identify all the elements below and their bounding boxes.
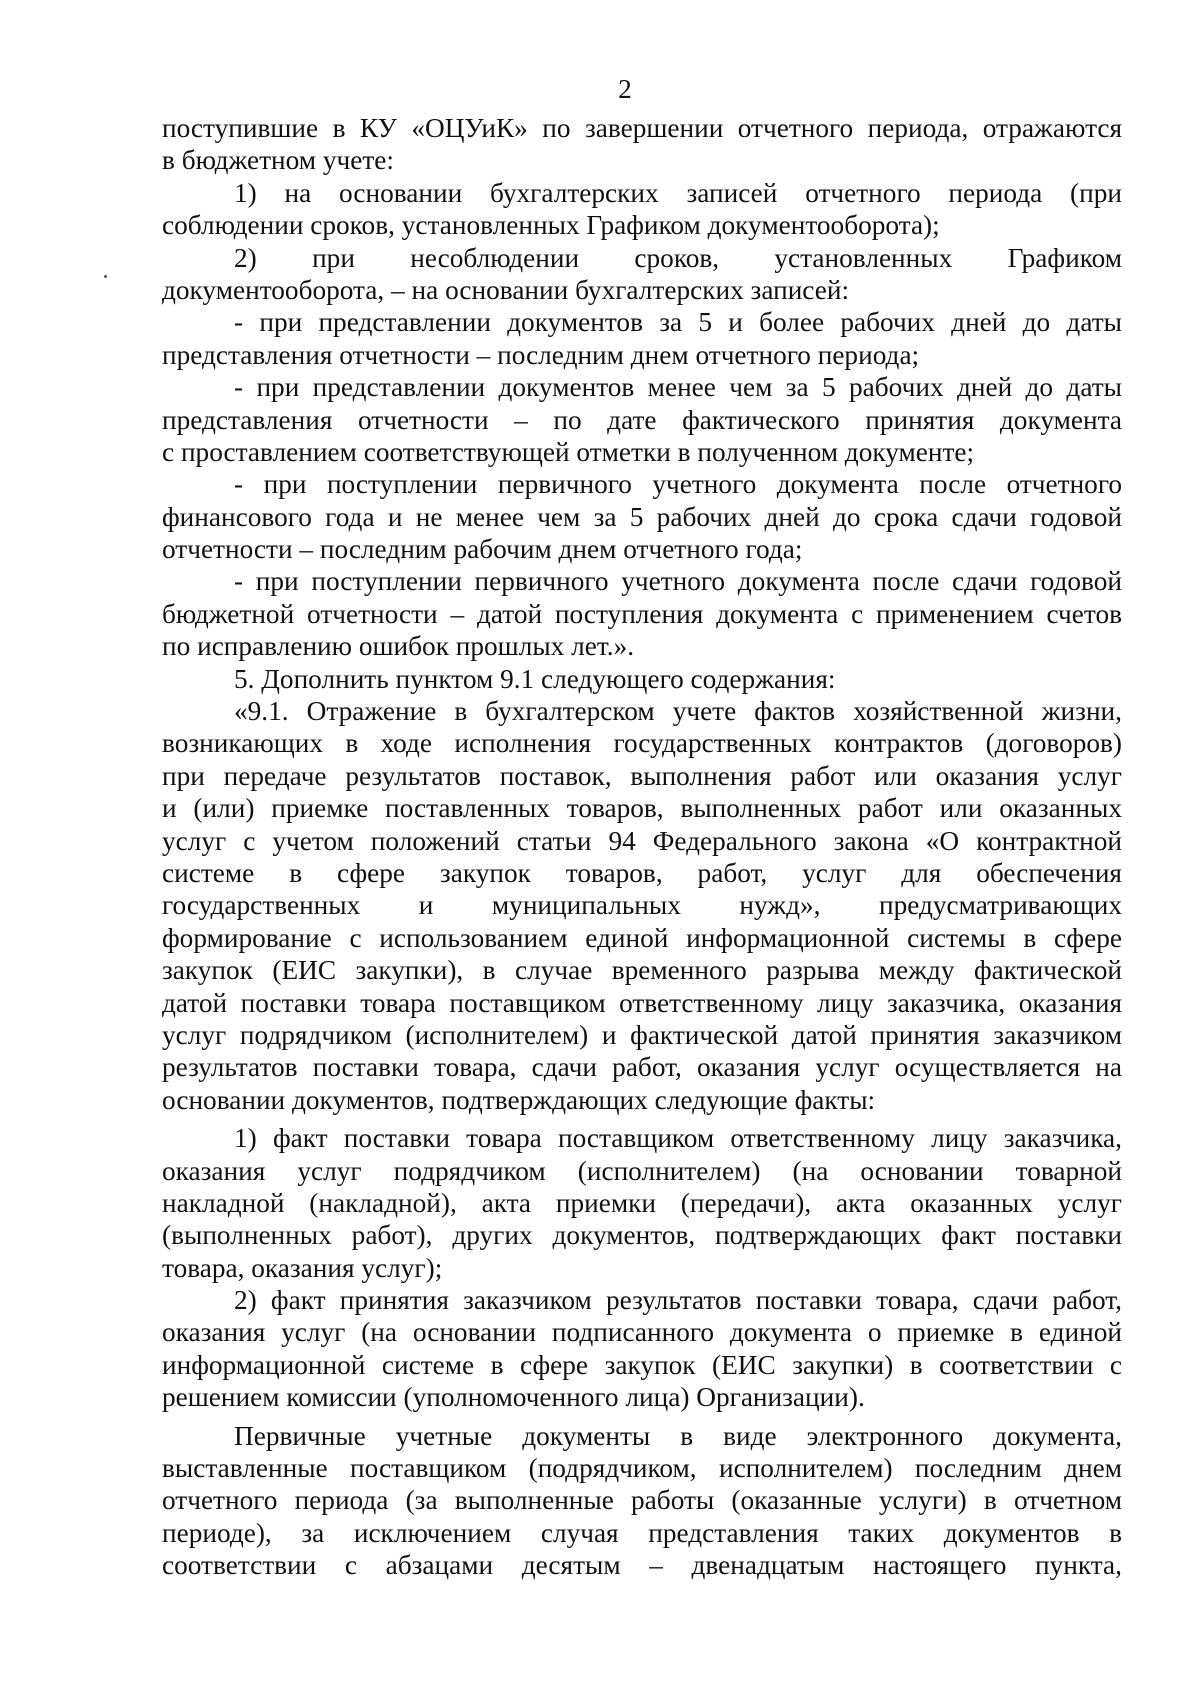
text-line: системе в сфере закупок товаров, работ, услуг для обеспечения (162, 857, 1122, 888)
text-line: закупок (ЕИС закупки), в случае временного разрыва между фактической (162, 955, 1122, 986)
text-line: поступившие в КУ «ОЦУиК» по завершении отчетного периода, отражаются (162, 113, 1122, 143)
paragraph-dash-1 (162, 306, 1122, 371)
page-number: 2 (618, 74, 632, 104)
scan-speck (104, 275, 107, 278)
text-line: Первичные учетные документы в виде электронного документа, (234, 1420, 1122, 1451)
text-line: бюджетной отчетности – датой поступления документа с применением счетов (162, 598, 1122, 629)
text-line: соблюдении сроков, установленных Графиком документооборота); (162, 210, 940, 241)
text-line: - при представлении документов менее чем за 5 рабочих дней до даты (234, 372, 1122, 403)
text-line: накладной (накладной), акта приемки (передачи), акта оказанных услуг (162, 1187, 1122, 1218)
text-line: выставленные поставщиком (подрядчиком, исполнителем) последним днем (162, 1453, 1122, 1484)
text-line: представления отчетности – по дате фактического принятия документа (162, 404, 1122, 435)
text-line: 2) при несоблюдении сроков, установленных Графиком (234, 242, 1122, 273)
text-line: оказания услуг (на основании подписанного документа о приемке в единой (162, 1317, 1122, 1348)
text-line: возникающих в ходе исполнения государственных контрактов (договоров) (162, 728, 1122, 759)
text-line: при передаче результатов поставок, выполнения работ или оказания услуг (162, 760, 1122, 791)
paragraph-dash-3 (162, 468, 1122, 565)
text-line: основании документов, подтверждающих следующие факты: (162, 1084, 876, 1115)
text-line: - при поступлении первичного учетного документа после сдачи годовой (234, 566, 1122, 597)
text-line: 2) факт принятия заказчиком результатов поставки товара, сдачи работ, (234, 1285, 1122, 1316)
text-line: и (или) приемке поставленных товаров, выполненных работ или оказанных (162, 793, 1122, 824)
text-line: товара, оказания услуг); (162, 1252, 443, 1283)
text-line: отчетности – последним рабочим днем отчетного года; (162, 534, 803, 565)
paragraph-dash-2 (162, 371, 1122, 468)
text-line: - при поступлении первичного учетного документа после отчетного (234, 469, 1122, 500)
text-line: 5. Дополнить пунктом 9.1 следующего содержания: (234, 663, 836, 694)
paragraph-primary-documents (162, 1420, 1122, 1582)
text-line: решением комиссии (уполномоченного лица) Организации). (162, 1382, 865, 1413)
text-line: услуг с учетом положений статьи 94 Федерального закона «О контрактной (162, 825, 1122, 856)
text-line: документооборота, – на основании бухгалтерских записей: (162, 274, 850, 305)
text-line: по исправлению ошибок прошлых лет.». (162, 631, 635, 662)
paragraph-clause-9-1 (162, 695, 1122, 1116)
paragraph-continuation (162, 112, 1122, 177)
text-line: 1) на основании бухгалтерских записей отчетного периода (при (234, 177, 1122, 208)
text-line: в бюджетном учете: (162, 145, 394, 176)
text-line: - при представлении документов за 5 и более рабочих дней до даты (234, 307, 1122, 338)
paragraph-fact-2 (162, 1284, 1122, 1414)
text-line: с проставлением соответствующей отметки в полученном документе; (162, 436, 975, 467)
paragraph-fact-1 (162, 1122, 1122, 1284)
text-line: отчетного периода (за выполненные работы (оказанные услуги) в отчетном (162, 1485, 1122, 1516)
text-line: представления отчетности – последним днем отчетного периода; (162, 339, 920, 370)
text-line: оказания услуг подрядчиком (исполнителем) (на основании товарной (162, 1155, 1122, 1186)
paragraph-amendment-5 (162, 663, 1122, 695)
text-line: датой поставки товара поставщиком ответственному лицу заказчика, оказания (162, 987, 1122, 1018)
text-line: «9.1. Отражение в бухгалтерском учете фактов хозяйственной жизни, (234, 696, 1122, 727)
text-line: периоде), за исключением случая представления таких документов в (162, 1517, 1122, 1548)
text-line: 1) факт поставки товара поставщиком ответственному лицу заказчика, (234, 1123, 1122, 1154)
paragraph-dash-4 (162, 565, 1122, 662)
text-line: государственных и муниципальных нужд», предусматривающих (162, 890, 1122, 921)
text-line: соответствии с абзацами десятым – двенадцатым настоящего пункта, (162, 1550, 1122, 1581)
document-body (162, 112, 1122, 1582)
paragraph-item-1 (162, 177, 1122, 242)
text-line: финансового года и не менее чем за 5 рабочих дней до срока сдачи годовой (162, 501, 1122, 532)
text-line: результатов поставки товара, сдачи работ, оказания услуг осуществляется на (162, 1052, 1122, 1083)
text-line: информационной системе в сфере закупок (ЕИС закупки) в соответствии с (162, 1349, 1122, 1380)
paragraph-item-2 (162, 242, 1122, 307)
text-line: формирование с использованием единой информационной системы в сфере (162, 922, 1122, 953)
text-line: (выполненных работ), других документов, подтверждающих факт поставки (162, 1220, 1122, 1251)
text-line: услуг подрядчиком (исполнителем) и фактической датой принятия заказчиком (162, 1019, 1122, 1050)
